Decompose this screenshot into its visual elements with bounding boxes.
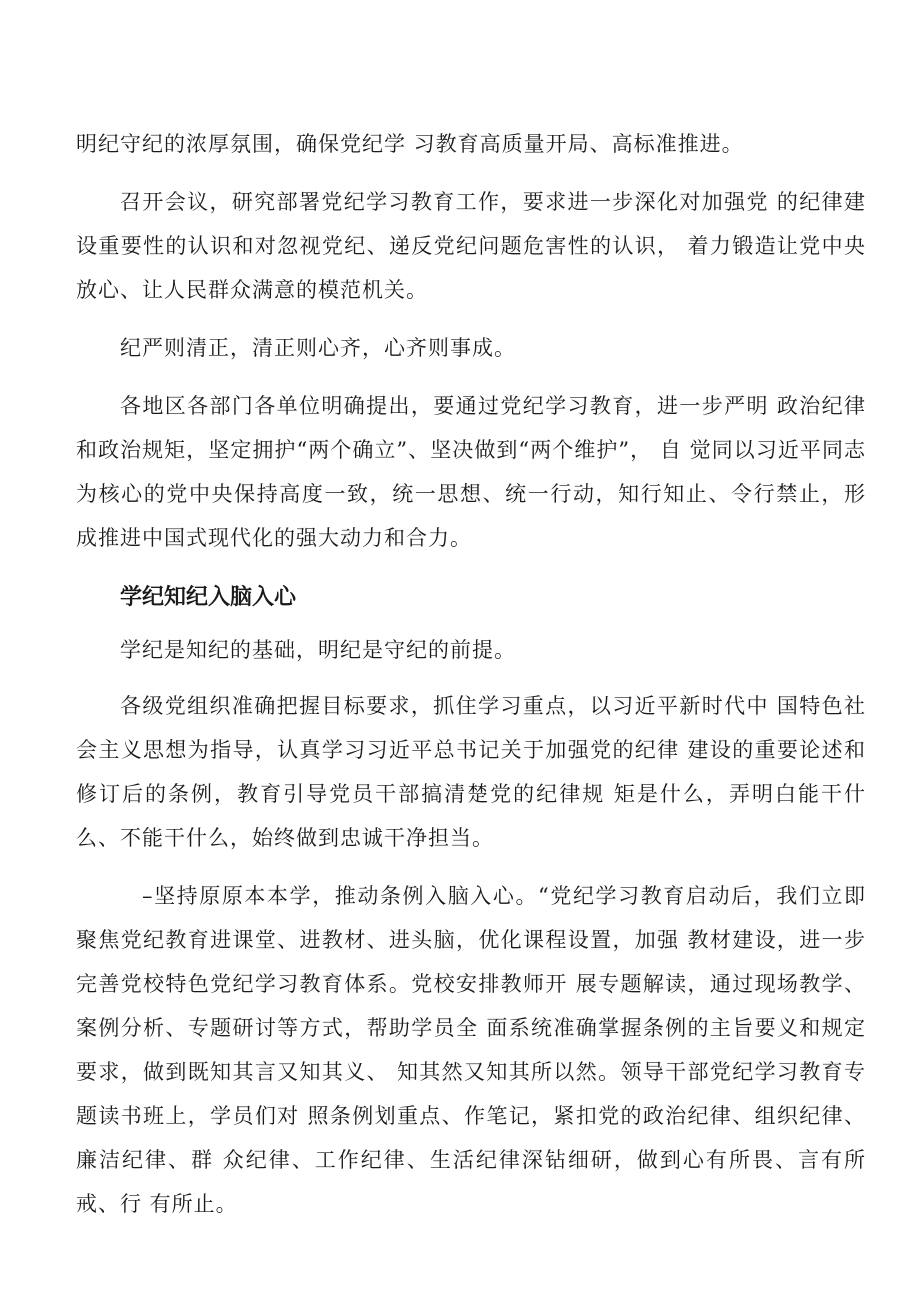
- paragraph-7: –坚持原原本本学，推动条例入脑入心。“党纪学习教育启动后，我们立即聚焦党纪教育进课堂、进教材、进头脑，优化课程设置，加强 教材建设，进一步完善党校特色党纪学习教育体系。党校安排教师开 展专题解读，通过现场教学、案例分析、专题研讨等方式，帮助学员全 面系统准确掌握条例的主旨要义和规定要求，做到既知其言又知其义、 知其然又知其所以然。领导干部党纪学习教育专题读书班上，学员们对 照条例划重点、作笔记，紧扣党的政治纪律、组织纪律、廉洁纪律、群 众纪律、工作纪律、生活纪律深钻细研，做到心有所畏、言有所戒、行 有所止。: [76, 884, 866, 1216]
- section-heading: 学纪知纪入脑入心: [120, 585, 297, 610]
- paragraph-4: 各地区各部门各单位明确提出，要通过党纪学习教育，进一步严明 政治纪律和政治规矩，坚定拥护“两个确立”、坚决做到“两个维护”， 自 觉同以习近平同志为核心的党中央保持高度一致，统一思想、统一行动，知行知止、令行禁止，形成推进中国式现代化的强大动力和合力。: [76, 394, 866, 550]
- paragraph-6: 各级党组织准确把握目标要求，抓住学习重点，以习近平新时代中 国特色社会主义思想为指导，认真学习习近平总书记关于加强党的纪律 建设的重要论述和修订后的条例，教育引导党员干部搞清楚党的纪律规 矩是什么，弄明白能干什么、不能干什么，始终做到忠诚干净担当。: [76, 694, 866, 850]
- paragraph-1: 明纪守纪的浓厚氛围，确保党纪学 习教育高质量开局、高标准推进。: [76, 132, 744, 156]
- paragraph-5: 学纪是知纪的基础，明纪是守纪的前提。: [120, 638, 516, 662]
- paragraph-3: 纪严则清正，清正则心齐，心齐则事成。: [120, 336, 516, 360]
- paragraph-2: 召开会议，研究部署党纪学习教育工作，要求进一步深化对加强党 的纪律建设重要性的认识和对忽视党纪、递反党纪问题危害性的认识， 着力锻造让党中央放心、让人民群众满意的模范机关。: [76, 190, 866, 302]
